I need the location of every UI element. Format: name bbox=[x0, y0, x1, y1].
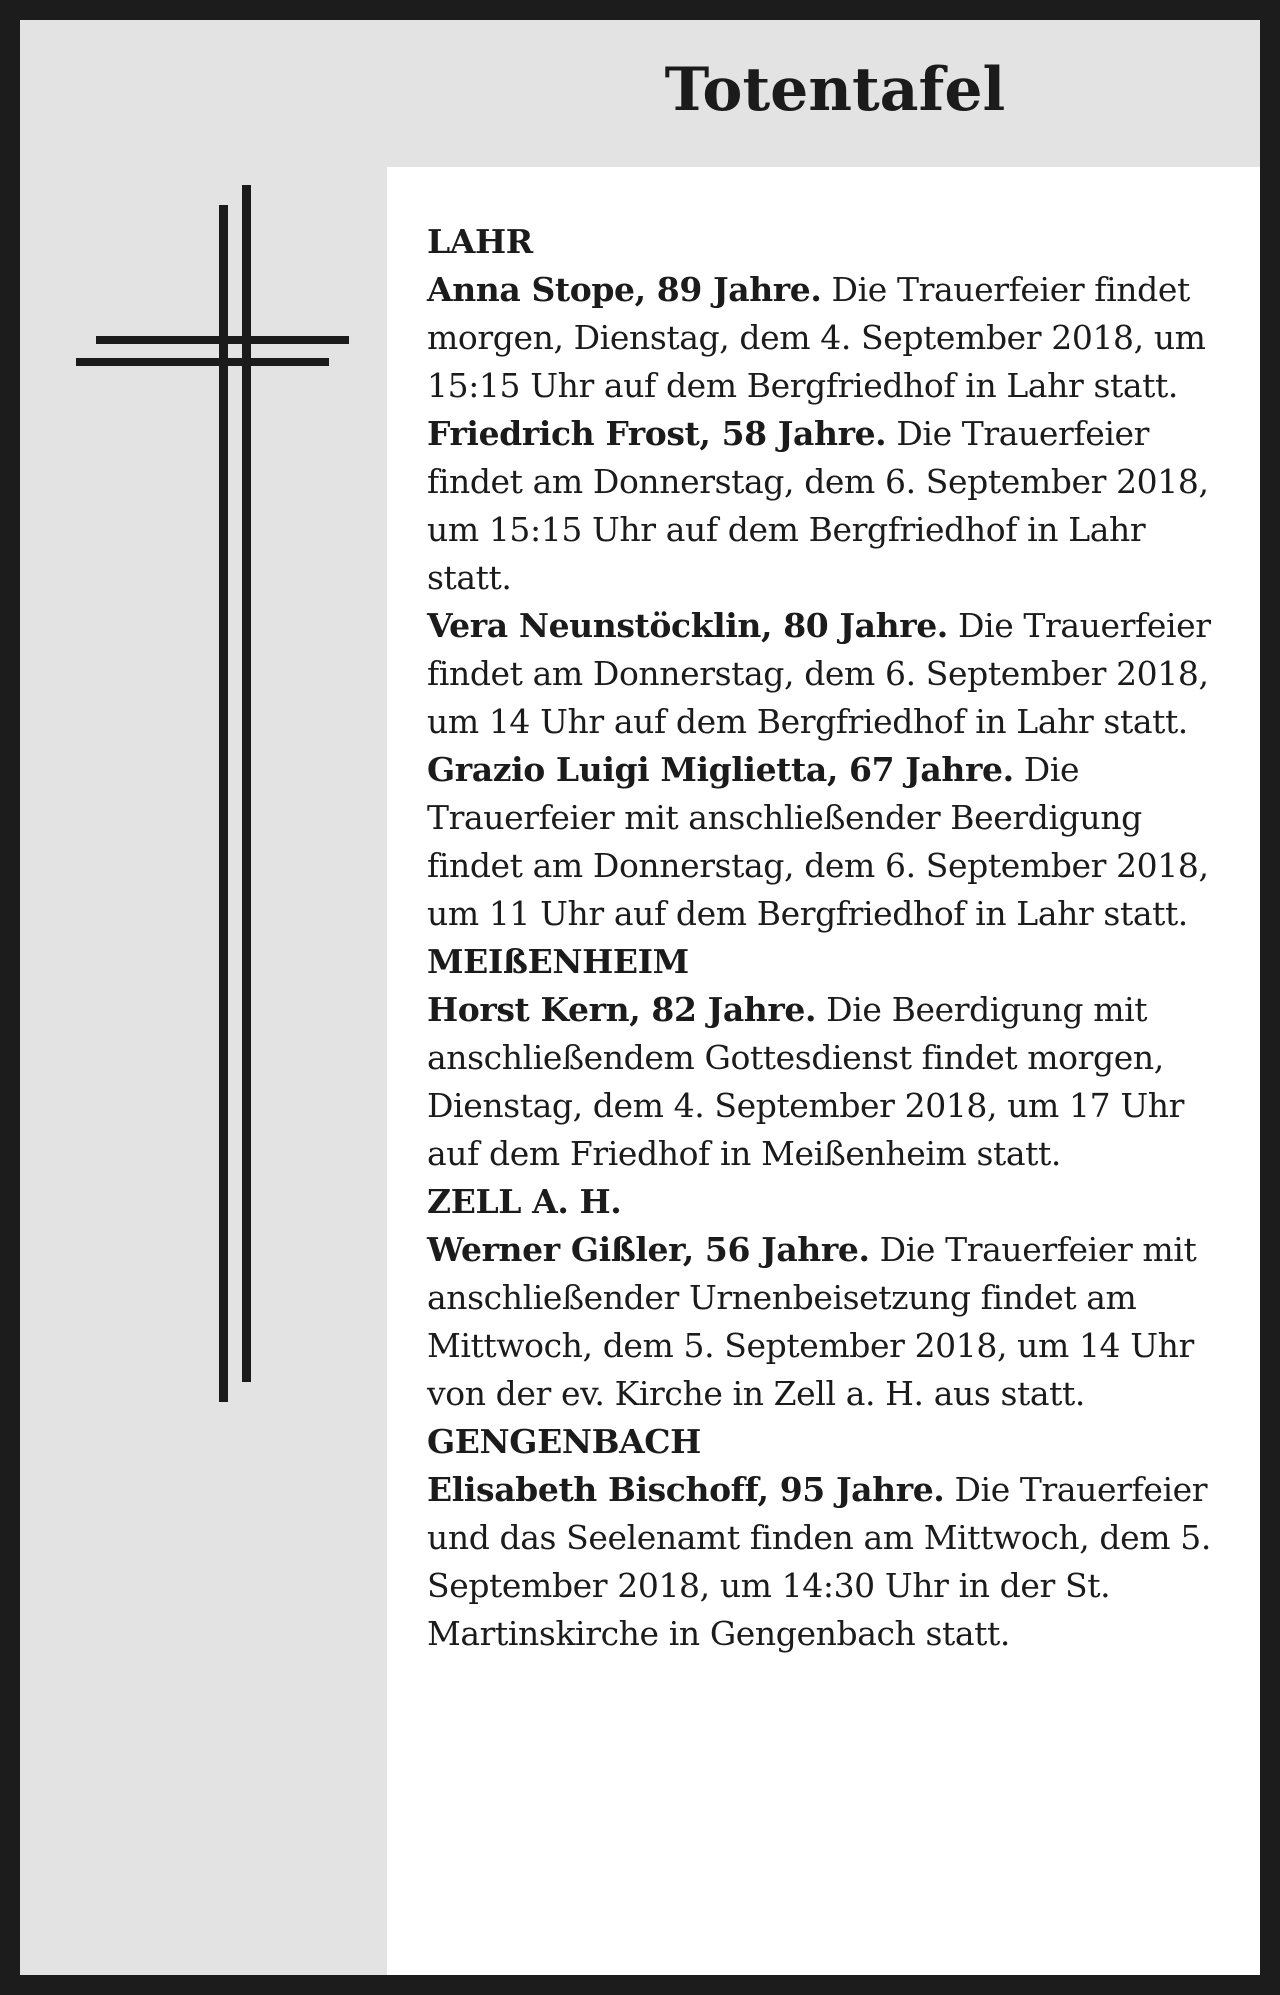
obituary-entry bbox=[427, 602, 1234, 746]
cross-icon bbox=[56, 164, 356, 1404]
town-heading: MEIßENHEIM bbox=[427, 942, 689, 981]
entry-name: Vera Neunstöcklin, 80 Jahre. bbox=[427, 606, 948, 645]
obituary-entry bbox=[427, 266, 1234, 410]
entry-text: Die Beerdigung mit anschließendem Gottesdienst findet morgen, Dienstag, dem 4. September 2018, um 17 Uhr auf dem Friedhof in Meißenheim statt. bbox=[427, 990, 1184, 1173]
entry-text: Die Trauerfeier findet am Donnerstag, dem 6. September 2018, um 15:15 Uhr auf dem Bergfriedhof in Lahr statt. bbox=[427, 414, 1209, 597]
entry-name: Grazio Luigi Miglietta, 67 Jahre. bbox=[427, 750, 1014, 789]
obituary-board bbox=[20, 20, 1260, 1975]
entry-text: Die Trauerfeier mit anschließender Urnenbeisetzung findet am Mittwoch, dem 5. September 2018, um 14 Uhr von der ev. Kirche in Zell a. H. aus statt. bbox=[427, 1230, 1197, 1413]
entry-name: Anna Stope, 89 Jahre. bbox=[427, 270, 822, 309]
obituary-entry bbox=[427, 986, 1234, 1178]
obituary-entry bbox=[427, 1466, 1234, 1658]
entry-text: Die Trauerfeier und das Seelenamt finden am Mittwoch, dem 5. September 2018, um 14:30 Uhr in der St. Martinskirche in Gengenbach statt. bbox=[427, 1470, 1211, 1653]
obituary-entry bbox=[427, 410, 1234, 602]
town-heading: ZELL A. H. bbox=[427, 1182, 622, 1221]
entry-text: Die Trauerfeier mit anschließender Beerdigung findet am Donnerstag, dem 6. September 2018, um 11 Uhr auf dem Bergfriedhof in Lahr statt. bbox=[427, 750, 1209, 933]
entry-text: Die Trauerfeier findet morgen, Dienstag, dem 4. September 2018, um 15:15 Uhr auf dem Bergfriedhof in Lahr statt. bbox=[427, 270, 1206, 405]
town-heading: GENGENBACH bbox=[427, 1422, 701, 1461]
town-heading: LAHR bbox=[427, 222, 533, 261]
obituary-entry bbox=[427, 746, 1234, 938]
entry-name: Horst Kern, 82 Jahre. bbox=[427, 990, 817, 1029]
obituary-entry bbox=[427, 1226, 1234, 1418]
entry-text: Die Trauerfeier findet am Donnerstag, dem 6. September 2018, um 14 Uhr auf dem Bergfriedhof in Lahr statt. bbox=[427, 606, 1211, 741]
obituary-list bbox=[387, 167, 1260, 1975]
entry-name: Elisabeth Bischoff, 95 Jahre. bbox=[427, 1470, 945, 1509]
entry-name: Friedrich Frost, 58 Jahre. bbox=[427, 414, 887, 453]
entry-name: Werner Gißler, 56 Jahre. bbox=[427, 1230, 870, 1269]
page-title: Totentafel bbox=[664, 55, 1006, 125]
